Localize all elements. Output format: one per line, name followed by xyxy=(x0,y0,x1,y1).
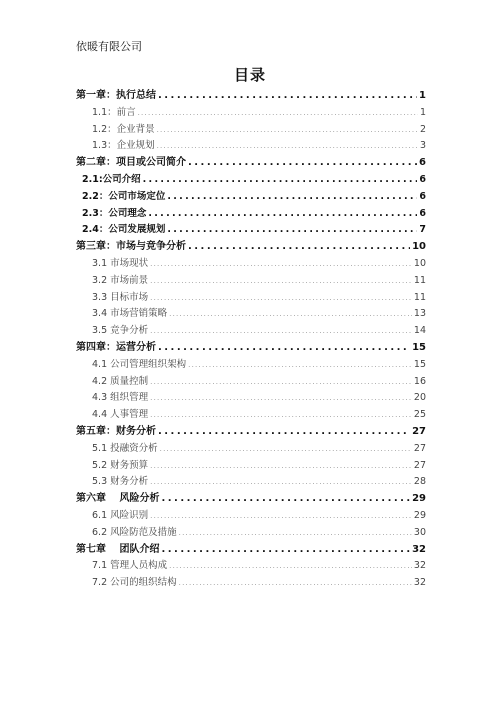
toc-section-entry[interactable] xyxy=(76,441,426,458)
toc-leader-dots xyxy=(167,189,417,206)
toc-leader-dots xyxy=(150,256,412,273)
toc-section-entry[interactable] xyxy=(76,407,426,424)
toc-section-entry[interactable] xyxy=(76,508,426,525)
toc-leader-dots xyxy=(169,306,412,323)
toc-section-entry[interactable] xyxy=(76,273,426,290)
toc-page-number: 27 xyxy=(413,459,426,471)
toc-page-number: 25 xyxy=(413,409,426,421)
toc-page-number: 27 xyxy=(413,442,426,454)
table-of-contents xyxy=(76,88,426,592)
toc-entry-label: 3.1 市场现状 xyxy=(92,257,149,269)
toc-section-entry[interactable] xyxy=(76,323,426,340)
toc-leader-dots xyxy=(179,525,412,542)
toc-page-number: 16 xyxy=(413,375,426,387)
toc-leader-dots xyxy=(150,374,412,391)
toc-page-number: 6 xyxy=(419,190,426,202)
toc-section-entry[interactable] xyxy=(76,525,426,542)
toc-entry-label: 第四章：运营分析 xyxy=(76,341,156,353)
toc-entry-label: 6.1 风险识别 xyxy=(92,509,149,521)
toc-leader-dots xyxy=(150,474,412,491)
toc-entry-label: 4.3 组织管理 xyxy=(92,392,149,404)
toc-entry-label: 2.3：公司理念 xyxy=(82,207,147,219)
toc-entry-label: 第二章：项目或公司简介 xyxy=(76,157,186,169)
toc-leader-dots xyxy=(148,206,417,223)
toc-entry-label: 2.2：公司市场定位 xyxy=(82,190,166,202)
toc-leader-dots xyxy=(143,172,418,189)
toc-leader-dots xyxy=(161,491,410,508)
toc-section-entry[interactable] xyxy=(76,558,426,575)
toc-page-number: 32 xyxy=(413,560,426,572)
toc-entry-label: 4.2 质量控制 xyxy=(92,375,149,387)
toc-leader-dots xyxy=(138,105,418,122)
toc-entry-label: 3.2 市场前景 xyxy=(92,274,149,286)
toc-leader-dots xyxy=(150,458,412,475)
toc-chapter-entry[interactable] xyxy=(76,340,426,357)
toc-chapter-entry[interactable] xyxy=(76,491,426,508)
toc-rows xyxy=(76,88,426,592)
toc-entry-label: 7.2 公司的组织结构 xyxy=(92,577,177,589)
toc-entry-label: 5.3 财务分析 xyxy=(92,476,149,488)
toc-page-number: 29 xyxy=(412,493,426,505)
toc-page-number: 20 xyxy=(413,392,426,404)
toc-leader-dots xyxy=(167,222,417,239)
toc-page-number: 10 xyxy=(412,241,426,253)
toc-page-number: 2 xyxy=(419,123,426,135)
toc-leader-dots xyxy=(169,558,412,575)
toc-leader-dots xyxy=(158,340,410,357)
toc-section-entry[interactable] xyxy=(76,474,426,491)
company-header: 依暖有限公司 xyxy=(76,40,142,53)
toc-page-number: 7 xyxy=(419,224,426,236)
toc-entry-label: 第一章：执行总结 xyxy=(76,90,156,101)
toc-leader-dots xyxy=(161,542,410,559)
toc-page-number: 11 xyxy=(413,291,426,303)
toc-section-entry[interactable] xyxy=(76,256,426,273)
toc-page-number: 13 xyxy=(413,308,426,320)
toc-leader-dots xyxy=(188,239,410,256)
toc-page-number: 29 xyxy=(413,509,426,521)
toc-leader-dots xyxy=(150,323,412,340)
toc-page-number: 14 xyxy=(413,325,426,337)
toc-section-entry[interactable] xyxy=(76,222,426,239)
toc-page-number: 6 xyxy=(419,207,426,219)
toc-entry-label: 5.1 投融资分析 xyxy=(92,442,158,454)
toc-page-number: 15 xyxy=(412,341,426,353)
toc-entry-label: 3.3 目标市场 xyxy=(92,291,149,303)
toc-entry-label: 第六章 风险分析 xyxy=(76,493,160,505)
toc-section-entry[interactable] xyxy=(76,172,426,189)
toc-section-entry[interactable] xyxy=(76,390,426,407)
toc-section-entry[interactable] xyxy=(76,575,426,592)
toc-page-number: 6 xyxy=(419,173,426,185)
toc-entry-label: 2.1:公司介绍 xyxy=(82,173,141,185)
toc-leader-dots xyxy=(188,155,417,172)
toc-entry-label: 第五章：财务分析 xyxy=(76,425,156,437)
toc-entry-label: 1.2：企业背景 xyxy=(92,123,155,135)
toc-page-number: 15 xyxy=(413,358,426,370)
toc-entry-label: 3.5 竞争分析 xyxy=(92,325,149,337)
toc-entry-label: 第七章 团队介绍 xyxy=(76,543,160,555)
toc-chapter-entry[interactable] xyxy=(76,155,426,172)
toc-leader-dots xyxy=(158,88,417,105)
toc-entry-label: 7.1 管理人员构成 xyxy=(92,560,168,572)
toc-section-entry[interactable] xyxy=(76,458,426,475)
toc-section-entry[interactable] xyxy=(76,138,426,155)
toc-leader-dots xyxy=(157,138,418,155)
toc-leader-dots xyxy=(150,407,412,424)
toc-entry-label: 1.1：前言 xyxy=(92,106,136,118)
toc-entry-label: 2.4：公司发展规划 xyxy=(82,224,166,236)
toc-leader-dots xyxy=(150,390,412,407)
toc-page-number: 28 xyxy=(413,476,426,488)
toc-entry-label: 4.4 人事管理 xyxy=(92,409,149,421)
toc-page-number: 32 xyxy=(413,577,426,589)
toc-leader-dots xyxy=(160,441,412,458)
toc-page-number: 1 xyxy=(419,90,426,101)
toc-leader-dots xyxy=(158,424,410,441)
toc-entry-label: 1.3：企业规划 xyxy=(92,140,155,152)
toc-section-entry[interactable] xyxy=(76,306,426,323)
toc-page-number: 11 xyxy=(413,274,426,286)
toc-page-number: 1 xyxy=(419,106,426,118)
toc-page-number: 32 xyxy=(412,543,426,555)
toc-leader-dots xyxy=(150,273,412,290)
toc-entry-label: 3.4 市场营销策略 xyxy=(92,308,168,320)
toc-entry-label: 第三章：市场与竞争分析 xyxy=(76,241,186,253)
toc-page-number: 30 xyxy=(413,526,426,538)
toc-section-entry[interactable] xyxy=(76,189,426,206)
toc-chapter-entry[interactable] xyxy=(76,424,426,441)
toc-section-entry[interactable] xyxy=(76,122,426,139)
toc-section-entry[interactable] xyxy=(76,105,426,122)
toc-entry-label: 6.2 风险防范及措施 xyxy=(92,526,177,538)
toc-title: 目录 xyxy=(233,66,266,84)
toc-page-number: 3 xyxy=(419,140,426,152)
toc-section-entry[interactable] xyxy=(76,206,426,223)
toc-leader-dots xyxy=(179,575,412,592)
toc-section-entry[interactable] xyxy=(76,374,426,391)
toc-page-number: 6 xyxy=(419,157,426,169)
toc-entry-label: 5.2 财务预算 xyxy=(92,459,149,471)
toc-chapter-entry[interactable] xyxy=(76,239,426,256)
toc-leader-dots xyxy=(150,290,412,307)
toc-chapter-entry[interactable] xyxy=(76,542,426,559)
toc-leader-dots xyxy=(157,122,418,139)
toc-section-entry[interactable] xyxy=(76,290,426,307)
toc-leader-dots xyxy=(150,508,412,525)
toc-page-number: 27 xyxy=(412,425,426,437)
toc-section-entry[interactable] xyxy=(76,357,426,374)
toc-leader-dots xyxy=(188,357,412,374)
toc-entry-label: 4.1 公司管理组织架构 xyxy=(92,358,187,370)
toc-page-number: 10 xyxy=(413,257,426,269)
toc-chapter-entry[interactable] xyxy=(76,88,426,105)
